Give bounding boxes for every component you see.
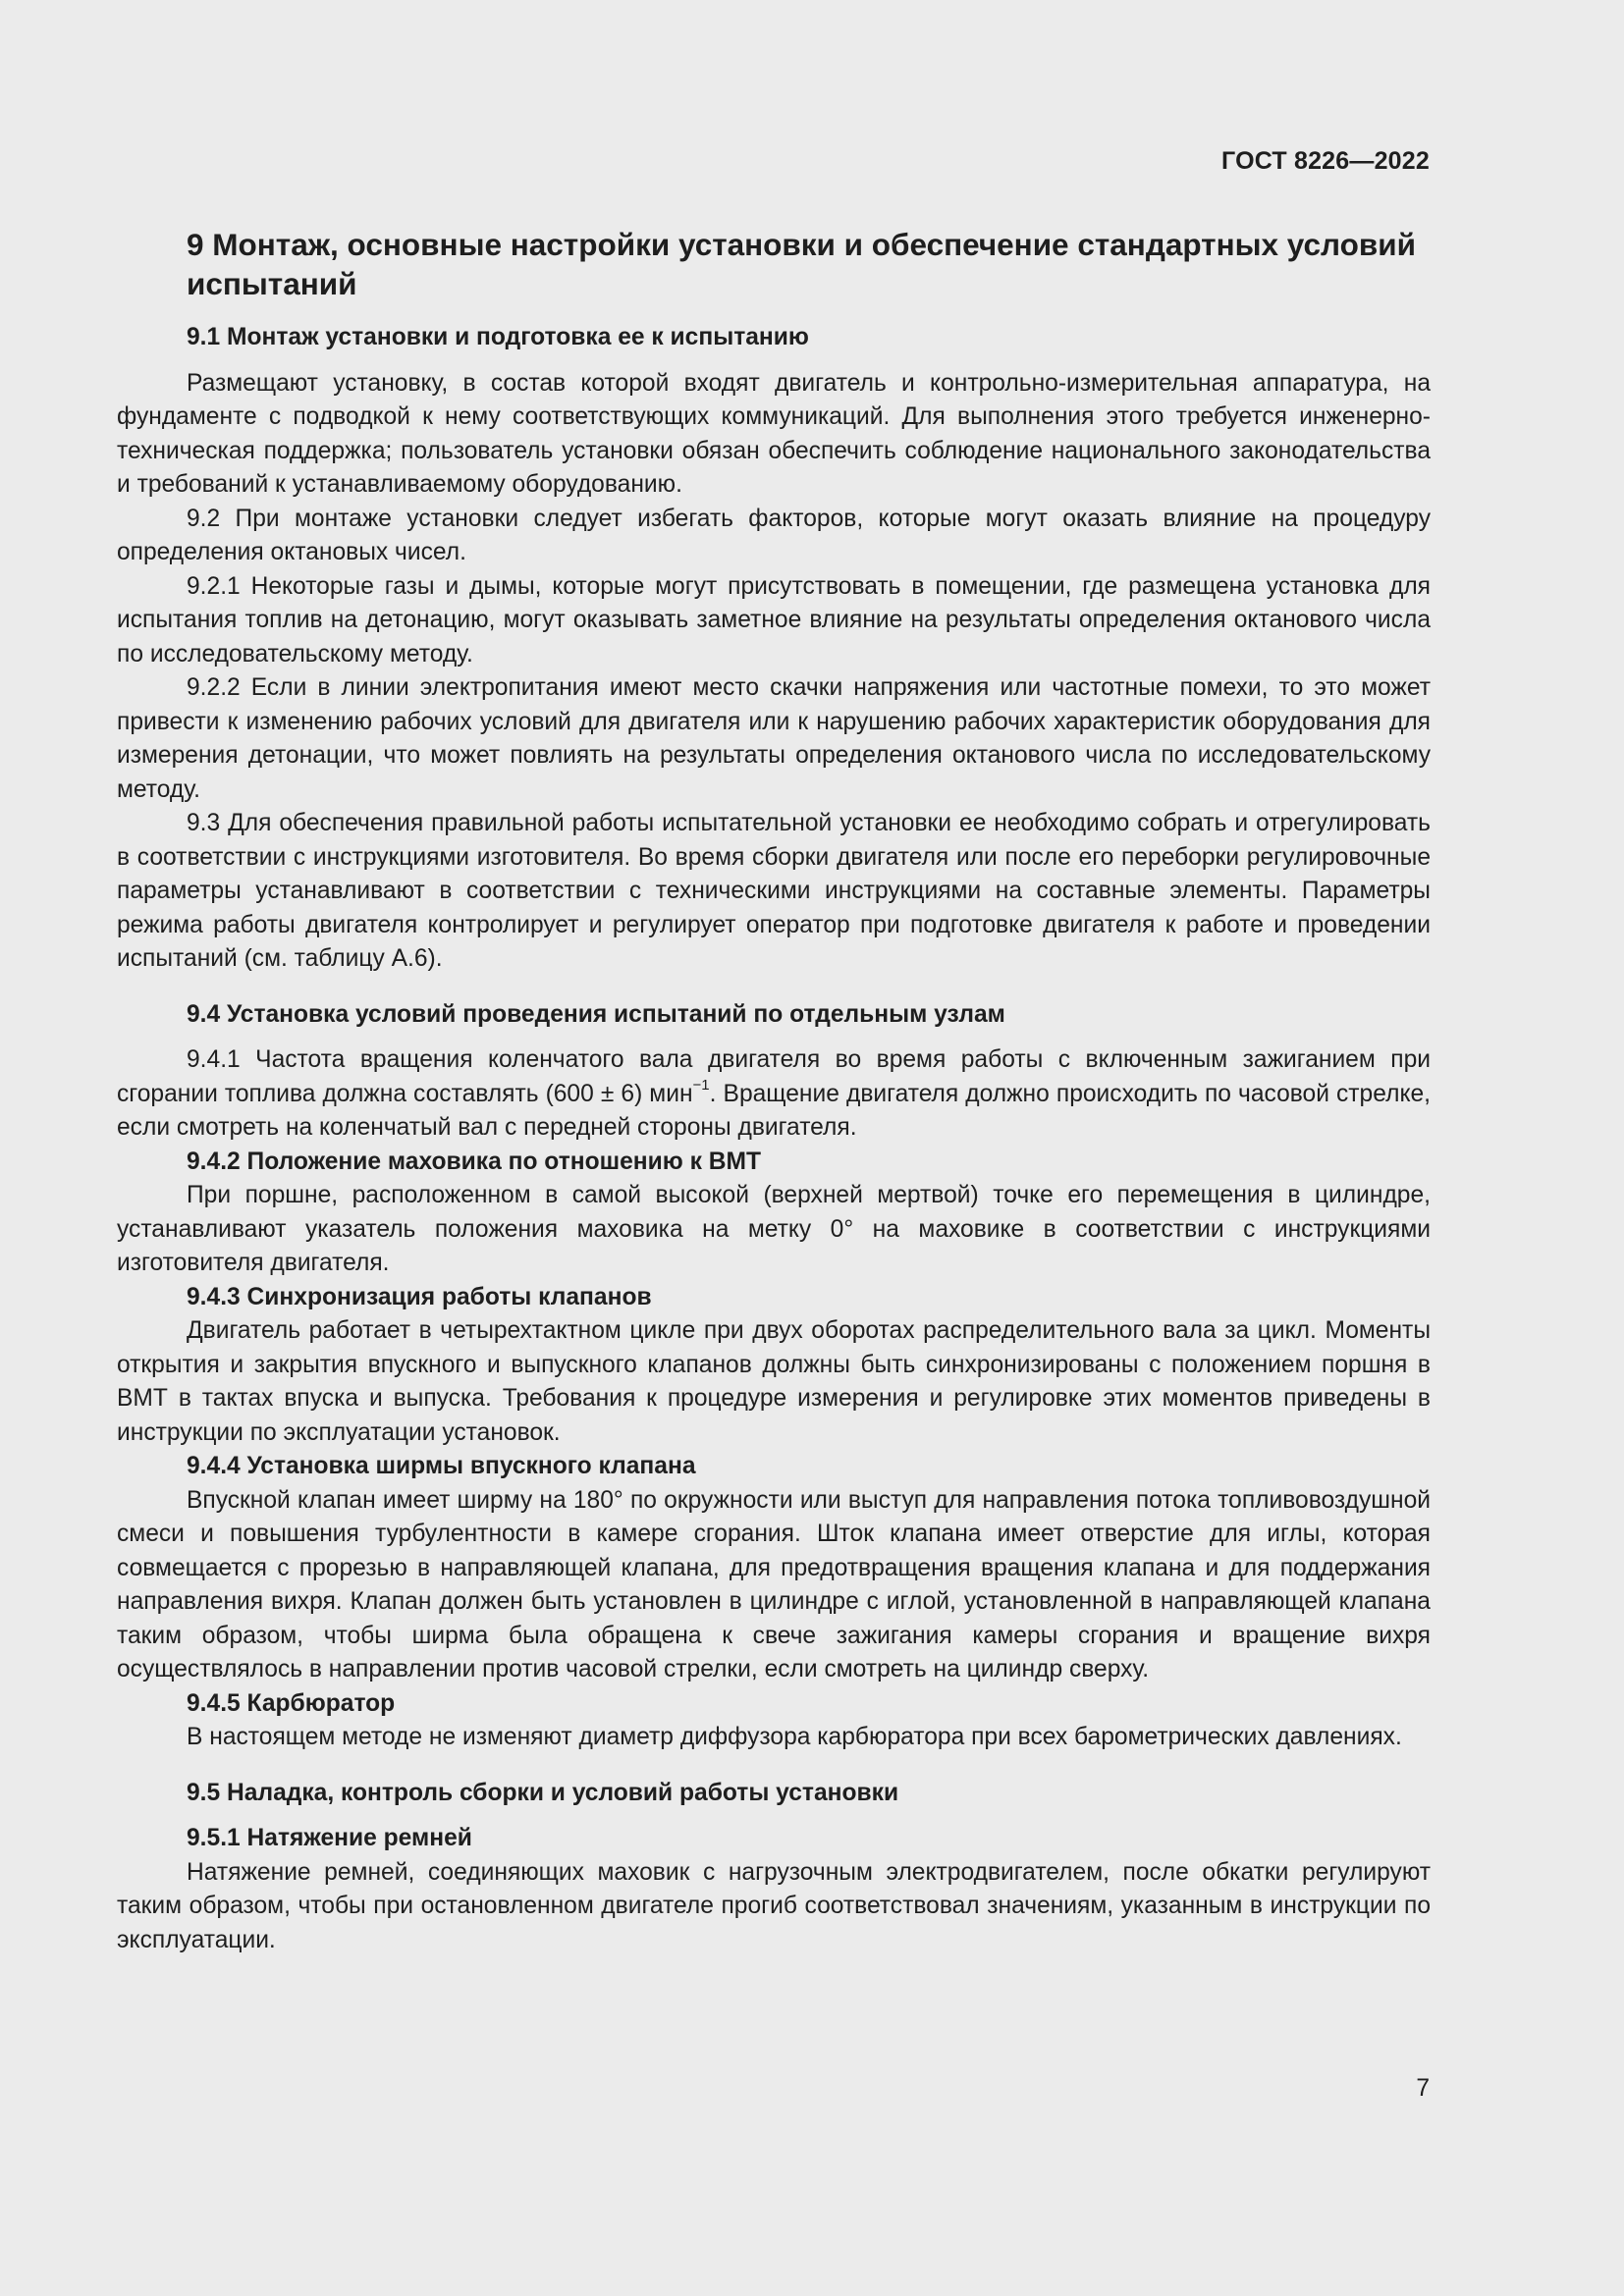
clause-heading-9-4-4: 9.4.4 Установка ширмы впускного клапана: [187, 1453, 696, 1479]
paragraph-9-2: 9.2 При монтаже установки следует избегать факторов, которые могут оказать влияние на процедуру определения октановых чисел.: [117, 505, 1431, 565]
paragraph-9-4-2: При поршне, расположенном в самой высокой (верхней мертвой) точке его перемещения в цилиндре, устанавливают указатель положения маховика на метку 0° на маховике в соответствии с инструкциями изготовителя двигателя.: [117, 1182, 1431, 1276]
clause-heading-9-4-2: 9.4.2 Положение маховика по отношению к ВМТ: [187, 1148, 762, 1175]
paragraph-9-2-2: 9.2.2 Если в линии электропитания имеют место скачки напряжения или частотные помехи, то это может привести к изменению рабочих условий для двигателя или к нарушению рабочих характеристик оборудования для измерения детонации, что может повлиять на результаты определения октанового числа по исследовательскому методу.: [117, 674, 1431, 803]
superscript-exponent: −1: [692, 1077, 710, 1095]
subsection-heading-9-4: 9.4 Установка условий проведения испытаний по отдельным узлам: [187, 1000, 1005, 1028]
subsection-heading-9-5: 9.5 Наладка, контроль сборки и условий работы установки: [187, 1779, 899, 1806]
paragraph-9-4-1-start: 9.4.1 Частота вращения коленчатого вала двигателя во время работы с включенным зажиганием при сгорании топлива должна составлять (600 ± 6) мин: [117, 1046, 1431, 1107]
paragraph-9-2-1: 9.2.1 Некоторые газы и дымы, которые могут присутствовать в помещении, где размещена установка для испытания топлив на детонацию, могут оказывать заметное влияние на результаты определения октанового числа по исследовательскому методу.: [117, 572, 1431, 667]
paragraph-9-4-5: В настоящем методе не изменяют диаметр диффузора карбюратора при всех барометрических давлениях.: [187, 1724, 1402, 1750]
paragraph-9-5-1: Натяжение ремней, соединяющих маховик с нагрузочным электродвигателем, после обкатки регулируют таким образом, чтобы при остановленном двигателе прогиб соответствовал значениям, указанным в инструкции по эксплуатации.: [117, 1858, 1431, 1953]
paragraph-9-4-1: [117, 1043, 1431, 1146]
paragraph-9-1: Размещают установку, в состав которой входят двигатель и контрольно-измерительная аппаратура, на фундаменте с подводкой к нему соответствующих коммуникаций. Для выполнения этого требуется инженерно-техническая поддержка; пользователь установки обязан обеспечить соблюдение национального законодательства и требований к устанавливаемому оборудованию.: [117, 369, 1431, 498]
clause-heading-9-4-5: 9.4.5 Карбюратор: [187, 1689, 396, 1717]
paragraph-9-4-1-end: . Вращение двигателя должно происходить по часовой стрелке, если смотреть на коленчатый вал с передней стороны двигателя.: [117, 1080, 1431, 1141]
paragraph-9-4-4: Впускной клапан имеет ширму на 180° по окружности или выступ для направления потока топливовоздушной смеси и повышения турбулентности в камере сгорания. Шток клапана имеет отверстие для иглы, которая совмещается с прорезью в направляющей клапана, для предотвращения вращения клапана и для поддержания направления вихря. Клапан должен быть установлен в цилиндре с иглой, установленной в направляющей клапана таким образом, чтобы ширма была обращена к свече зажигания камеры сгорания и вращение вихря осуществлялось в направлении против часовой стрелки, если смотреть на цилиндр сверху.: [117, 1486, 1431, 1682]
document-code: ГОСТ 8226—2022: [1221, 147, 1430, 175]
section-title: 9 Монтаж, основные настройки установки и обеспечение стандартных условий испытаний: [187, 227, 1416, 301]
clause-heading-9-5-1: 9.5.1 Натяжение ремней: [187, 1825, 472, 1851]
clause-heading-9-4-3: 9.4.3 Синхронизация работы клапанов: [187, 1283, 652, 1310]
subsection-heading-9-1: 9.1 Монтаж установки и подготовка ее к испытанию: [187, 324, 809, 350]
page-content: [117, 225, 1431, 1957]
paragraph-9-3: 9.3 Для обеспечения правильной работы испытательной установки ее необходимо собрать и отрегулировать в соответствии с инструкциями изготовителя. Во время сборки двигателя или после его переборки регулировочные параметры устанавливают в соответствии с техническими инструкциями на составные элементы. Параметры режима работы двигателя контролирует и регулирует оператор при подготовке двигателя к работе и проведении испытаний (см. таблицу А.6).: [117, 810, 1431, 972]
paragraph-9-4-3: Двигатель работает в четырехтактном цикле при двух оборотах распределительного вала за цикл. Моменты открытия и закрытия впускного и выпускного клапанов должны быть синхронизированы с положением поршня в ВМТ в тактах впуска и выпуска. Требования к процедуре измерения и регулировке этих моментов приведены в инструкции по эксплуатации установок.: [117, 1317, 1431, 1446]
page-number: 7: [1416, 2075, 1430, 2102]
